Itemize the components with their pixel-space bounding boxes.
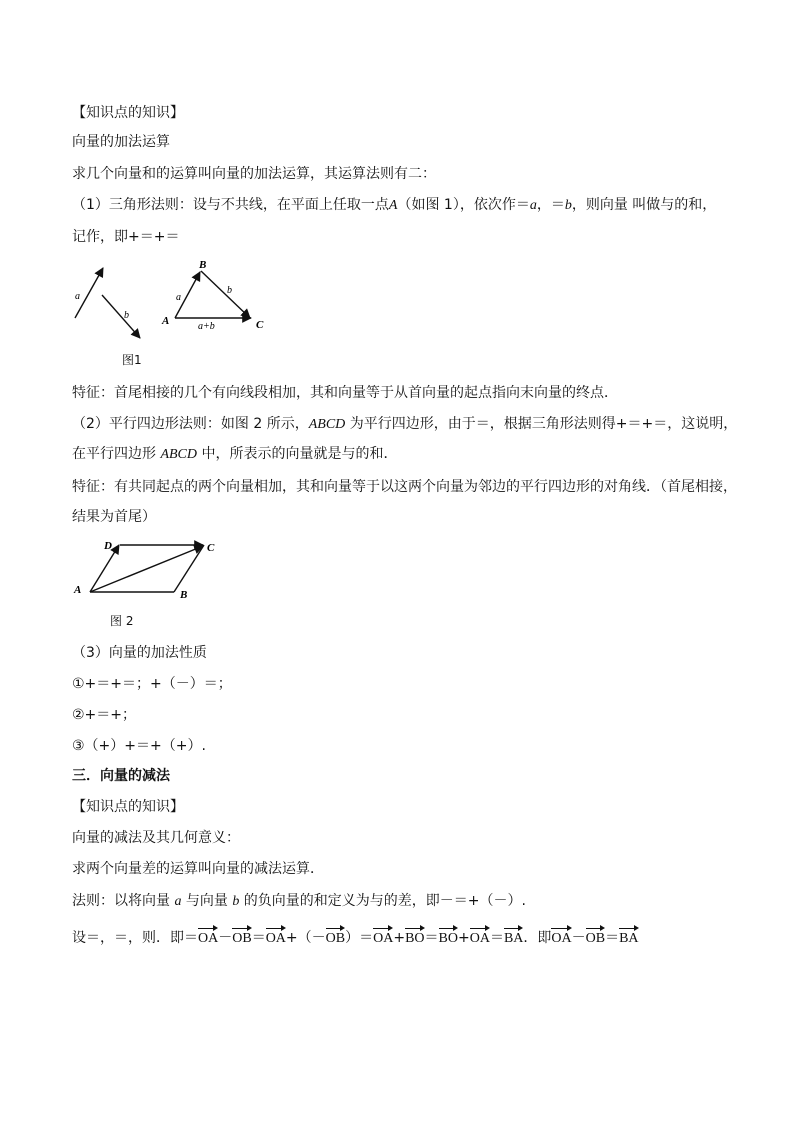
op-eq-3: ＝ <box>424 930 439 946</box>
section-title: 向量的加法运算 <box>72 134 170 150</box>
vector-b-arrow <box>102 295 140 338</box>
vec-OB-3: OB <box>586 929 605 949</box>
intro-paragraph: 求几个向量和的运算叫向量的加法运算，其运算法则有二： <box>72 166 436 182</box>
label-D: D <box>104 540 112 552</box>
parallelogram-name-2: ABCD <box>160 447 198 462</box>
vec-BA-1: BA <box>504 929 523 949</box>
rule2-line2-text-b: 中，所表示的向量就是与的和． <box>197 446 398 462</box>
rule2-text-b: 为平行四边形，由于＝，根据三角形法则得+＝+＝，这说明， <box>345 416 738 432</box>
section2-header: 【知识点的知识】 <box>72 799 184 815</box>
vec-OB-2: OB <box>326 929 345 949</box>
vec-BA-2: BA <box>619 929 638 949</box>
rule1-text-b: （如图 1），依次作＝ <box>397 197 530 213</box>
feature2-paragraph: 特征：有共同起点的两个向量相加，其和向量等于以这两个向量为邻边的平行四边形的对角线．（首尾相接， <box>72 479 737 495</box>
rule2-text-a: （2）平行四边形法则：如图 2 所示， <box>72 416 309 432</box>
op-plus-1: + <box>285 930 298 946</box>
section2-intro: 求两个向量差的运算叫向量的减法运算． <box>72 861 324 877</box>
label-sum: a+b <box>198 321 215 332</box>
triangle-side-BC <box>201 271 250 318</box>
label-A: A <box>162 315 170 327</box>
rule1-line2: 记作，即+＝+＝ <box>72 229 180 245</box>
label-C: C <box>256 319 264 331</box>
op-eq-4: ＝ <box>489 930 504 946</box>
rule2-line2 <box>72 444 397 465</box>
derivation-sep: ．即 <box>523 930 552 946</box>
vec-OB-1: OB <box>232 929 251 949</box>
paren-close: ） <box>345 930 360 946</box>
label-B2: B <box>180 589 188 601</box>
op-minus-1: － <box>218 930 233 946</box>
rule2-paragraph <box>72 414 737 435</box>
label-a2: a <box>176 292 181 303</box>
op-eq-1: ＝ <box>251 930 266 946</box>
section2-title: 向量的减法及其几何意义： <box>72 830 240 846</box>
label-B: B <box>199 259 207 271</box>
section-heading-subtraction: 三．向量的减法 <box>72 768 170 784</box>
rule-text-b: 与向量 <box>181 893 233 909</box>
figure-1 <box>70 255 280 340</box>
op-eq-2: ＝ <box>359 930 374 946</box>
label-A2: A <box>74 584 82 596</box>
vector-a: a <box>529 198 537 213</box>
property-2: ②+＝+； <box>72 707 137 723</box>
vector-b: b <box>564 198 572 213</box>
label-C2: C <box>207 542 215 554</box>
derivation-text: 设＝，＝，则．即＝ <box>72 930 198 946</box>
vec-BO-1: BO <box>405 929 424 949</box>
point-A: A <box>388 198 398 213</box>
label-b1: b <box>124 310 129 321</box>
vector-b-2: b <box>232 894 240 909</box>
subtraction-derivation <box>72 928 639 949</box>
vec-OA-1: OA <box>198 929 218 949</box>
vec-OA-2: OA <box>266 929 286 949</box>
vector-a-2: a <box>174 894 182 909</box>
feature1-paragraph: 特征：首尾相接的几个有向线段相加，其和向量等于从首向量的起点指向末向量的终点． <box>72 385 618 401</box>
parallelogram-name: ABCD <box>308 417 346 432</box>
vec-OA-5: OA <box>551 929 571 949</box>
label-b2: b <box>227 285 232 296</box>
rule-text-a: 法则：以将向量 <box>72 893 175 909</box>
rule1-text-c: ，＝ <box>536 197 565 213</box>
op-minus-2: － <box>571 930 586 946</box>
rule2-line2-text-a: 在平行四边形 <box>72 446 161 462</box>
vec-OA-4: OA <box>470 929 490 949</box>
rule1-text-d: ，则向量 叫做与的和， <box>571 197 717 213</box>
op-plus-2: + <box>393 930 406 946</box>
op-plus-3: + <box>457 930 470 946</box>
rule-text-c: 的负向量的和定义为与的差，即－＝+（－）. <box>239 893 526 909</box>
feature2-line2: 结果为首尾） <box>72 509 156 525</box>
figure-1-caption: 图1 <box>122 353 142 367</box>
rule1-text-a: （1）三角形法则：设与不共线，在平面上任取一点 <box>72 197 389 213</box>
property-3: ③（+）+＝+（+）. <box>72 738 206 754</box>
rule3-paragraph: （3）向量的加法性质 <box>72 645 207 661</box>
paren-open: （－ <box>297 930 326 946</box>
label-a1: a <box>75 291 80 302</box>
subtraction-rule <box>72 891 526 912</box>
property-1: ①+＝+＝；+（－）＝； <box>72 676 232 692</box>
rule1-paragraph <box>72 195 716 216</box>
vector-AC <box>90 546 203 592</box>
op-eq-5: ＝ <box>605 930 620 946</box>
figure-2 <box>70 535 250 605</box>
vector-AD <box>90 545 119 592</box>
vec-OA-3: OA <box>373 929 393 949</box>
section-header: 【知识点的知识】 <box>72 105 184 121</box>
figure-2-caption: 图 2 <box>110 614 134 628</box>
vec-BO-2: BO <box>439 929 458 949</box>
